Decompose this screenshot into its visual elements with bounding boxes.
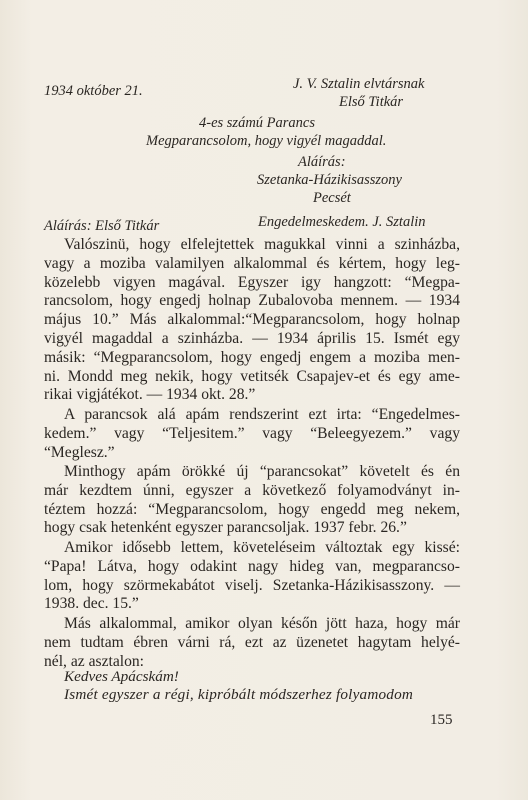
text-line: nem tudtam ébren várni rá, ezt az üzenetet hagytam helyé-: [44, 633, 460, 651]
page-number: 155: [430, 712, 453, 728]
paragraph-3: [44, 463, 460, 538]
text-line: téztem hozzá: “Megparancsolom, hogy engedd meg nekem,: [44, 500, 460, 518]
text-line: hogy csak hetenként egyszer parancsoljak. 1937 febr. 26.”: [44, 519, 407, 537]
text-line: rancsolom, hogy engedj holnap Zubalovoba mennem. — 1934: [44, 292, 460, 310]
letter-date: 1934 október 21.: [44, 83, 143, 99]
order-text: Megparancsolom, hogy vigyél magaddal.: [146, 133, 387, 149]
paragraph-1: [44, 236, 460, 405]
text-line: kedem.” vagy “Teljesitem.” vagy “Beleegyezem.” vagy: [44, 424, 460, 442]
text-line: lom, hogy szörmekabátot viselj. Szetanka-Házikisasszony. —: [44, 576, 460, 594]
text-line: május 10.” Más alkalommal:“Megparancsolom, hogy holnap: [44, 311, 460, 329]
text-line: rikai vigjátékot. — 1934 okt. 28.”: [44, 386, 256, 404]
paragraph-2: [44, 406, 460, 462]
signature-left: Aláírás: Első Titkár: [44, 218, 160, 234]
addressee-line-1: J. V. Sztalin elvtársnak: [293, 76, 425, 92]
signature-name: Szetanka-Házikisasszony: [257, 172, 402, 188]
addressee-line-2: Első Titkár: [339, 94, 404, 110]
text-line: nél, az asztalon:: [44, 652, 145, 670]
closing-salutation: Kedves Apácskám!: [64, 668, 179, 685]
text-line: Amikor idősebb lettem, követeléseim változtak egy kissé:: [64, 539, 460, 556]
order-number: 4-es számú Parancs: [199, 115, 315, 131]
text-line: vagy a moziba valamilyen alkalommal és kértem, hogy leg-: [44, 254, 460, 272]
paragraph-5: [44, 615, 460, 671]
text-line: ni. Mondd meg nekik, hogy vetitsék Csapajev-et és egy ame-: [44, 367, 460, 385]
text-line: közelebb vigyen magával. Egyszer igy hangzott: “Megpa-: [44, 273, 460, 291]
closing-line: Ismét egyszer a régi, kipróbált módszerhez folyamodom: [64, 686, 414, 703]
text-line: Más alkalommal, amikor olyan későn jött haza, hogy már: [64, 615, 460, 632]
paragraph-4: [44, 539, 460, 614]
text-line: Valószinü, hogy elfelejtettek magukkal vinni a szinházba,: [64, 236, 460, 253]
text-line: “Papa! Látva, hogy odakint nagy hideg van, megparancso-: [44, 557, 460, 575]
text-line: Minthogy apám örökké új “parancsokat” követelt és én: [64, 463, 460, 480]
text-line: 1938. dec. 15.”: [44, 595, 139, 613]
text-line: vigyél magaddal a szinházba. — 1934 április 15. Ismét egy: [44, 329, 460, 347]
text-line: “Meglesz.”: [44, 443, 115, 461]
seal-label: Pecsét: [313, 190, 351, 206]
signature-label: Aláírás:: [298, 154, 346, 170]
text-line: már kezdtem únni, egyszer a következő folyamodványt in-: [44, 481, 460, 499]
text-line: A parancsok alá apám rendszerint ezt irta: “Engedelmes-: [64, 406, 460, 423]
text-line: másik: “Megparancsolom, hogy engedj engem a moziba men-: [44, 348, 460, 366]
obey-line: Engedelmeskedem. J. Sztalin: [258, 214, 426, 230]
